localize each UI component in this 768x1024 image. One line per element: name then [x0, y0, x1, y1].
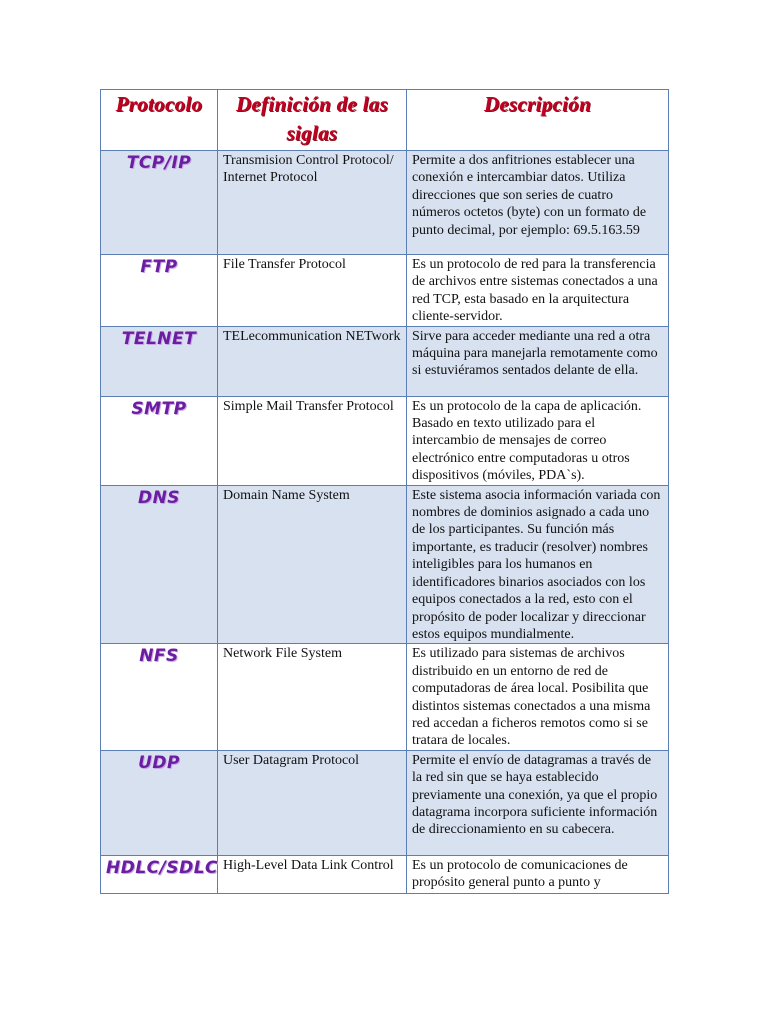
header-descripcion: Descripción	[407, 90, 669, 151]
protocol-definition: File Transfer Protocol	[218, 255, 407, 327]
header-protocolo: Protocolo	[101, 90, 218, 151]
protocol-description: Este sistema asocia información variada con nombres de dominios asignado a cada uno de los participantes. Su función más importante, es traducir (resolver) nombres inteligibles para los humanos en identificadores binarios asociados con los equipos conectados a la red, esto con el propósito de poder localizar y direccionar estos equipos mundialmente.	[407, 485, 669, 644]
protocol-definition: TELecommunication NETwork	[218, 326, 407, 396]
protocol-name: DNS	[101, 485, 218, 644]
table-row	[101, 855, 669, 893]
table-row	[101, 644, 669, 750]
table-row	[101, 255, 669, 327]
protocol-name: FTP	[101, 255, 218, 327]
protocol-definition: Simple Mail Transfer Protocol	[218, 396, 407, 485]
table-row	[101, 151, 669, 255]
protocol-description: Es un protocolo de red para la transferencia de archivos entre sistemas conectados a una red TCP, esta basado en la arquitectura cliente-servidor.	[407, 255, 669, 327]
protocol-name: UDP	[101, 750, 218, 855]
table-row	[101, 396, 669, 485]
protocol-name: NFS	[101, 644, 218, 750]
protocol-definition: User Datagram Protocol	[218, 750, 407, 855]
protocol-name: TELNET	[101, 326, 218, 396]
protocol-name: TCP/IP	[101, 151, 218, 255]
table-row	[101, 750, 669, 855]
table-row	[101, 485, 669, 644]
protocol-description: Es utilizado para sistemas de archivos distribuido en un entorno de red de computadoras de área local. Posibilita que distintos sistemas conectados a una misma red accedan a ficheros remotos como si se tratara de locales.	[407, 644, 669, 750]
protocol-description: Permite a dos anfitriones establecer una conexión e intercambiar datos. Utiliza direcciones que son series de cuatro números octetos (byte) con un formato de punto decimal, por ejemplo: 69.5.163.59	[407, 151, 669, 255]
protocol-name: HDLC/SDLC	[101, 855, 218, 893]
protocol-definition: Network File System	[218, 644, 407, 750]
protocol-definition: Domain Name System	[218, 485, 407, 644]
protocol-name: SMTP	[101, 396, 218, 485]
protocol-description: Permite el envío de datagramas a través de la red sin que se haya establecido previamente una conexión, ya que el propio datagrama incorpora suficiente información de direccionamiento en su cabecera.	[407, 750, 669, 855]
protocol-table	[100, 89, 669, 894]
table-row	[101, 326, 669, 396]
protocol-description: Es un protocolo de la capa de aplicación. Basado en texto utilizado para el intercambio de mensajes de correo electrónico entre computadoras u otros dispositivos (móviles, PDA`s).	[407, 396, 669, 485]
protocol-description: Sirve para acceder mediante una red a otra máquina para manejarla remotamente como si estuviéramos sentados delante de ella.	[407, 326, 669, 396]
protocol-definition: High-Level Data Link Control	[218, 855, 407, 893]
protocol-definition: Transmision Control Protocol/ Internet Protocol	[218, 151, 407, 255]
protocol-description: Es un protocolo de comunicaciones de propósito general punto a punto y	[407, 855, 669, 893]
table-header-row	[101, 90, 669, 151]
header-definicion: Definición de las siglas	[218, 90, 407, 151]
